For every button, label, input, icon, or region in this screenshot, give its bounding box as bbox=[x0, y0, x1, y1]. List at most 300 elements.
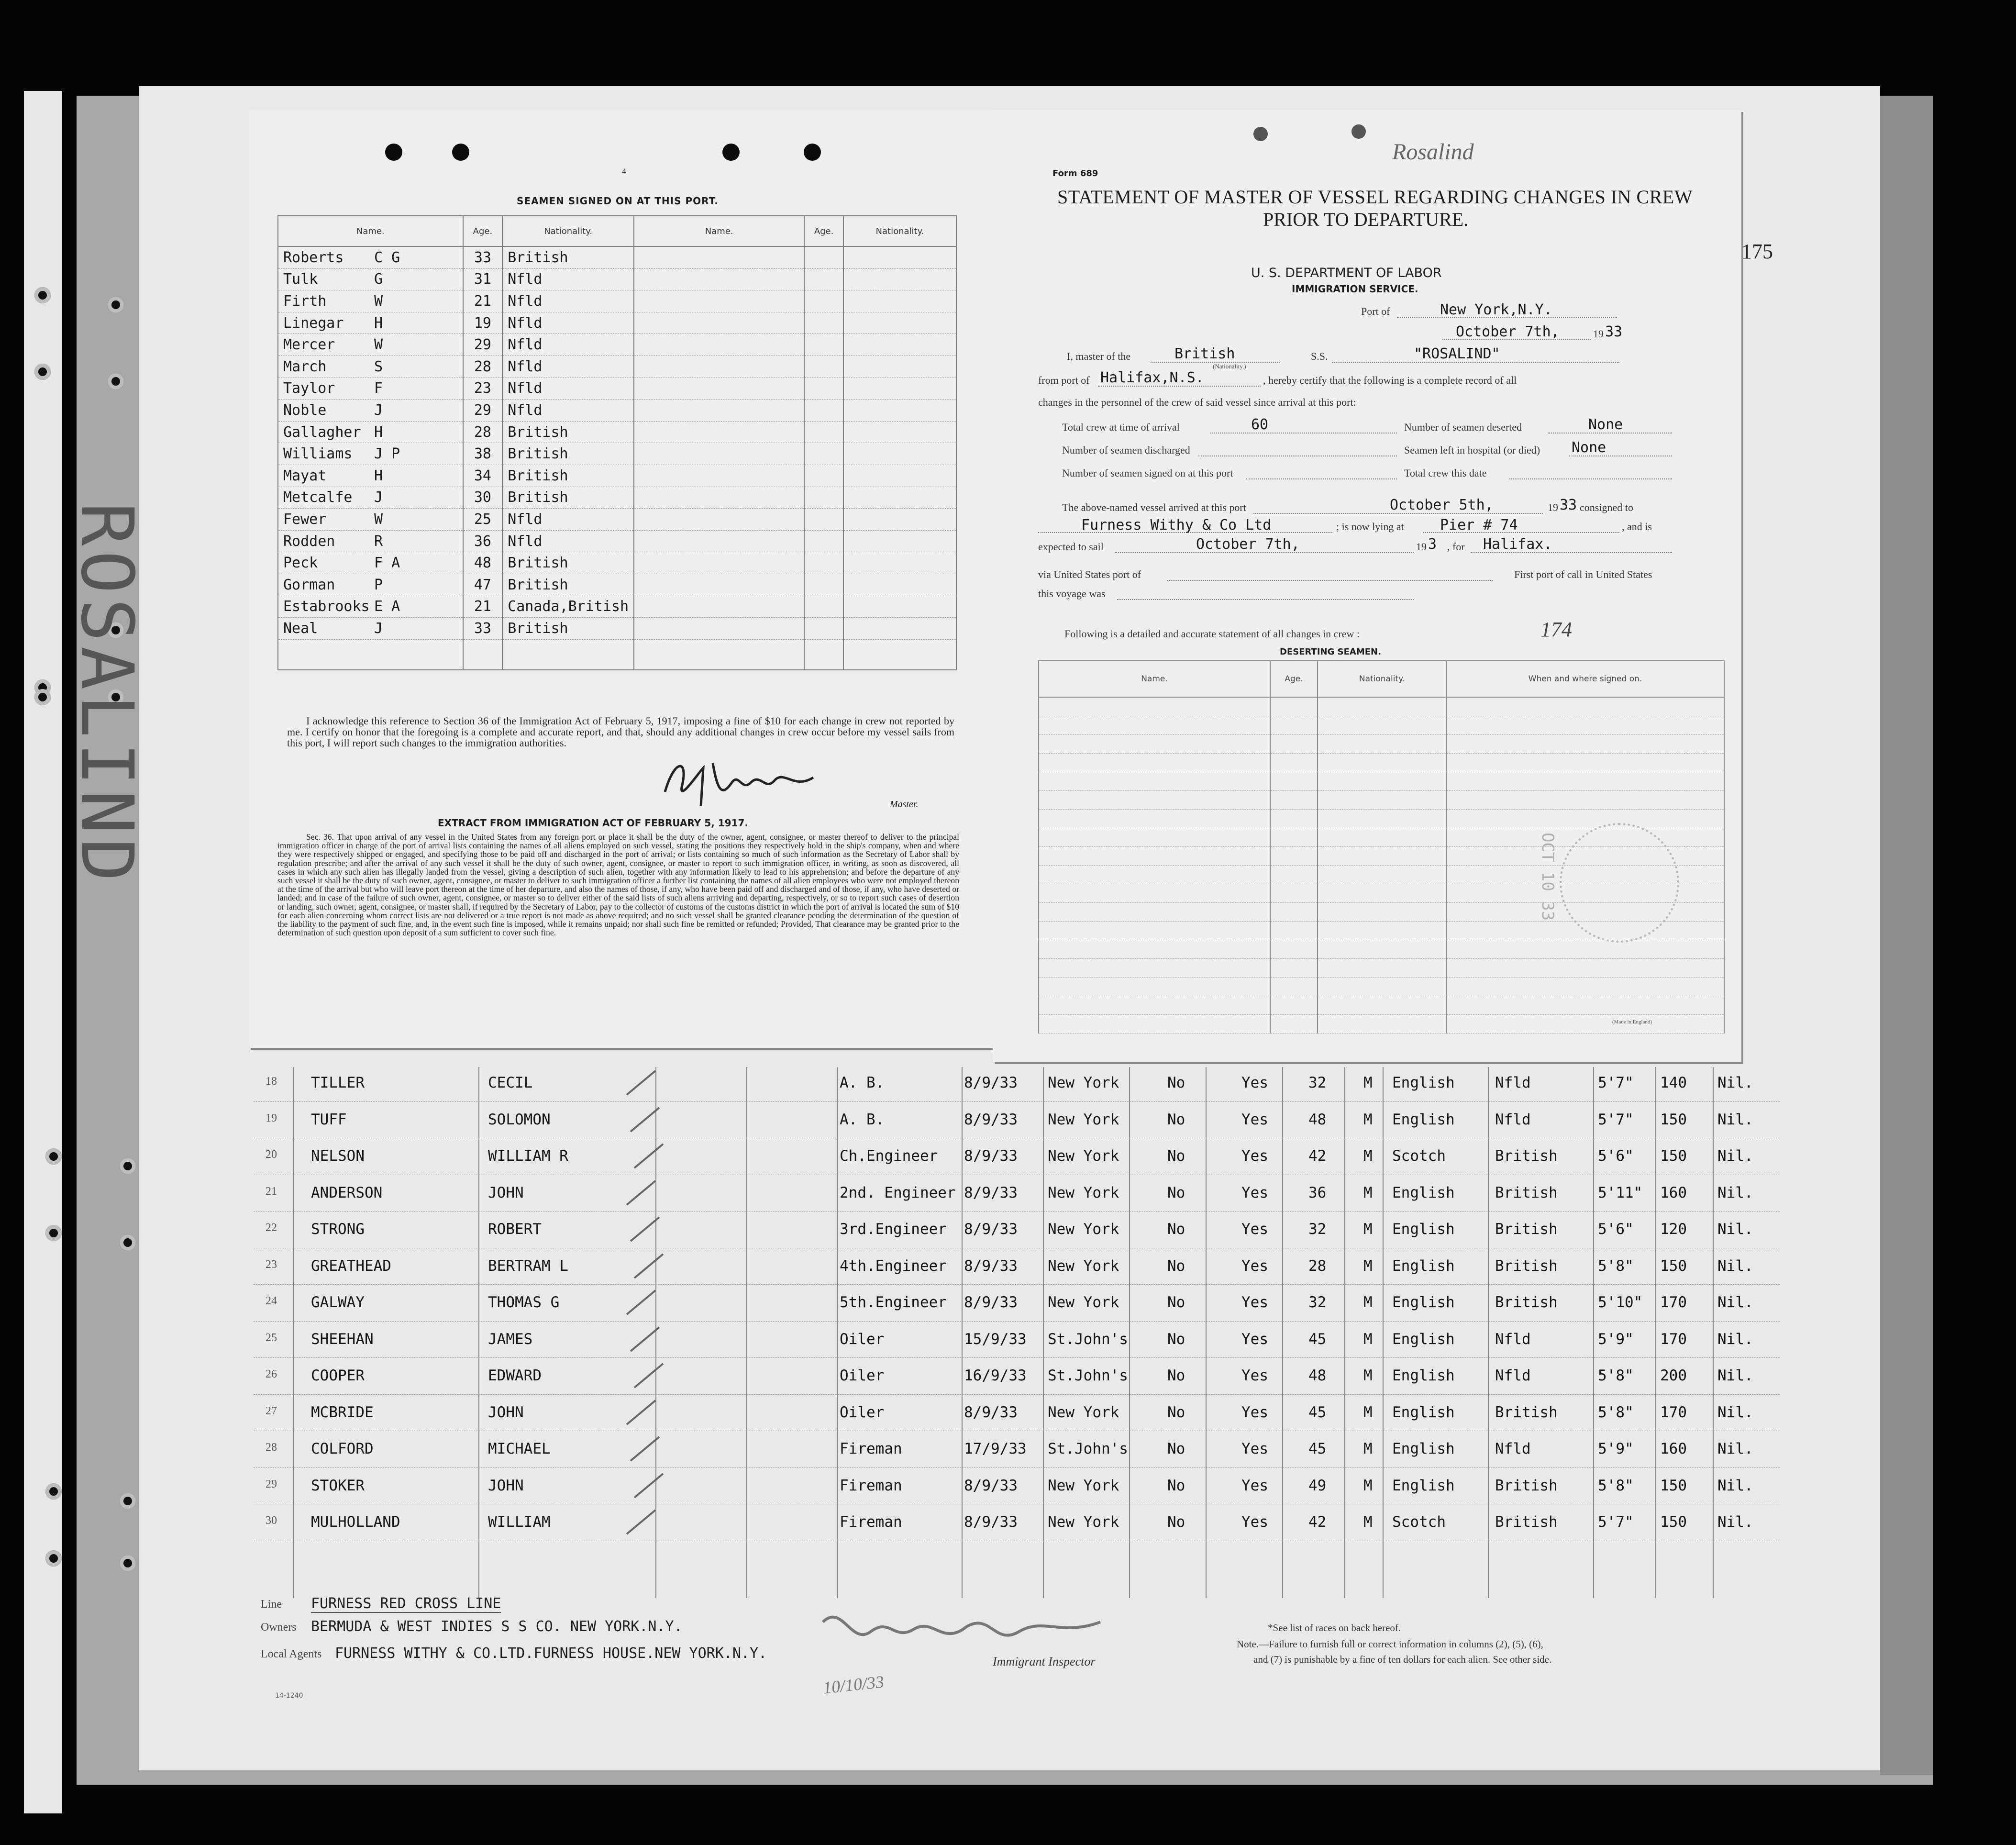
empty-cell bbox=[1039, 697, 1270, 716]
crew-number: 19 bbox=[266, 1111, 277, 1124]
empty-cell bbox=[843, 552, 956, 574]
col-age-2: Age. bbox=[804, 216, 843, 246]
crew-weight: 160 bbox=[1660, 1440, 1687, 1457]
empty-cell bbox=[1270, 735, 1318, 754]
crew-col-yes: Yes bbox=[1241, 1184, 1268, 1201]
crew-col-yes: Yes bbox=[1241, 1440, 1268, 1457]
crew-signed-place: New York bbox=[1048, 1184, 1119, 1201]
crew-age: 42 bbox=[1308, 1147, 1327, 1165]
empty-cell bbox=[804, 574, 843, 596]
empty-cell bbox=[843, 465, 956, 487]
check-mark-icon bbox=[628, 1325, 662, 1354]
crew-marks: Nil. bbox=[1717, 1111, 1753, 1128]
table-row bbox=[278, 574, 956, 596]
crew-nationality: British bbox=[1495, 1221, 1558, 1238]
line-label: Line bbox=[261, 1598, 282, 1611]
punch-hole bbox=[1253, 127, 1268, 141]
destination-value: Halifax. bbox=[1483, 536, 1552, 553]
crew-given-name: BERTRAM L bbox=[488, 1257, 568, 1275]
col-age: Age. bbox=[463, 216, 503, 246]
initials: H bbox=[374, 467, 383, 484]
surname: March bbox=[283, 358, 327, 375]
initials: H bbox=[374, 423, 383, 441]
seaman-age: 34 bbox=[463, 465, 503, 487]
seaman-age: 21 bbox=[463, 596, 503, 618]
empty-cell bbox=[1270, 996, 1318, 1015]
empty-cell bbox=[1446, 940, 1724, 959]
crew-col-no: No bbox=[1167, 1184, 1185, 1201]
seaman-nationality: Nfld bbox=[502, 290, 634, 312]
seaman-nationality: British bbox=[502, 465, 634, 487]
crew-signed-date: 8/9/33 bbox=[964, 1477, 1018, 1494]
crew-weight: 120 bbox=[1660, 1221, 1687, 1238]
empty-cell bbox=[634, 246, 804, 268]
seaman-nationality: British bbox=[502, 487, 634, 509]
punch-hole bbox=[452, 144, 469, 161]
seaman-name bbox=[278, 443, 463, 465]
seaman-name bbox=[278, 530, 463, 552]
crew-race: English bbox=[1392, 1221, 1455, 1238]
table-row bbox=[278, 552, 956, 574]
empty-cell bbox=[634, 596, 804, 618]
table-row bbox=[278, 639, 956, 670]
nationality-hint: (Nationality.) bbox=[1213, 363, 1246, 370]
table-row bbox=[1039, 735, 1724, 754]
seaman-name bbox=[278, 596, 463, 618]
surname: Rodden bbox=[283, 533, 335, 550]
col-name-2: Name. bbox=[634, 216, 804, 246]
surname: Mayat bbox=[283, 467, 327, 484]
crew-marks: Nil. bbox=[1717, 1513, 1753, 1531]
crew-age: 28 bbox=[1308, 1257, 1327, 1275]
table-row bbox=[0, 1504, 2016, 1540]
crew-sex: M bbox=[1363, 1257, 1373, 1275]
binder-hole bbox=[108, 297, 124, 313]
seaman-name bbox=[278, 487, 463, 509]
made-in-note: (Made in England) bbox=[1612, 1019, 1652, 1025]
crew-signed-date: 16/9/33 bbox=[964, 1367, 1027, 1384]
table-row bbox=[278, 268, 956, 290]
seaman-nationality: Nfld bbox=[502, 356, 634, 378]
empty-cell bbox=[634, 639, 804, 670]
empty-cell bbox=[1270, 828, 1318, 847]
crew-number: 27 bbox=[266, 1404, 277, 1417]
crew-signed-date: 8/9/33 bbox=[964, 1294, 1018, 1311]
crew-given-name: JOHN bbox=[488, 1184, 524, 1201]
extract-text: Sec. 36. That upon arrival of any vessel in the United States from any foreign port or place it shall be the duty of the owner, agent, consignee, or master thereof to deliver to the principal immigration officer in charge of the port of arrival lists containing the names of all aliens employed on such vessel, stating the positions they respectively hold in the ship's company, when and where they were respectively shipped or engaged, and specifying those to be paid off and discharged in the port of arrival; or lists containing so much of such information as the Secretary of Labor shall by regulation prescribe; and after the arrival of any such vessel it shall be the duty of such owner, agent, consignee, or master to report to such immigration officer, in writing, as soon as discovered, all cases in which any such alien has illegally landed from the vessel, giving a description of such alien, together with any information likely to lead to his apprehension; and before the departure of any such vessel it shall be the duty of such owner, agent, consignee, or master to deliver to such immigration officer a further list containing the names of all alien employees who were not employed thereon at the time of the arrival but who will leave port thereon at the time of her departure, and also the names of those, if any, who have been paid off and discharged and of those, if any, who have deserted or landed; and in case of the failure of such owner, agent, consignee, or master so to deliver either of the said lists of such aliens arriving and departing, respectively, or so to report such cases of desertion or landing, such owner, agent, consignee, or master shall, if required by the Secretary of Labor, pay to the collector of customs of the customs district in which the port of arrival is located the sum of $10 for each alien concerning whom correct lists are not delivered or a true report is not made as above required; and no such vessel shall be granted clearance pending the determination of the question of the liability to the payment of such fine, and, in the event such fine is imposed, while it remains unpaid; nor shall such fine be remitted or refunded; Provided, That clearance may be granted prior to the determination of such question upon deposit of a sum sufficient to cover such fine. bbox=[277, 832, 959, 938]
crew-weight: 170 bbox=[1660, 1403, 1687, 1421]
crew-signed-date: 8/9/33 bbox=[964, 1147, 1018, 1165]
initials: S bbox=[374, 358, 383, 375]
crew-race: English bbox=[1392, 1074, 1455, 1091]
empty-cell bbox=[1270, 1015, 1318, 1034]
first-port-label: First port of call in United States bbox=[1514, 568, 1652, 580]
crew-nationality: British bbox=[1495, 1403, 1558, 1421]
initials: F A bbox=[374, 555, 400, 572]
form-title-line-2: PRIOR TO DEPARTURE. bbox=[1263, 209, 1469, 230]
empty-cell bbox=[1446, 996, 1724, 1015]
empty-cell bbox=[804, 334, 843, 356]
check-mark-icon bbox=[624, 1288, 658, 1317]
crew-number: 22 bbox=[266, 1222, 277, 1234]
check-mark-icon bbox=[624, 1068, 658, 1097]
expected-label: expected to sail bbox=[1038, 541, 1104, 553]
crew-rating: Fireman bbox=[840, 1477, 902, 1494]
inspector-label: Immigrant Inspector bbox=[993, 1655, 1096, 1668]
crew-signed-place: New York bbox=[1048, 1294, 1119, 1311]
crew-col-yes: Yes bbox=[1241, 1147, 1268, 1165]
crew-surname: SHEEHAN bbox=[311, 1330, 374, 1348]
seaman-age: 38 bbox=[463, 443, 503, 465]
empty-cell bbox=[804, 443, 843, 465]
empty-cell bbox=[804, 268, 843, 290]
ss-label: S.S. bbox=[1311, 350, 1328, 362]
owners-label: Owners bbox=[261, 1621, 297, 1634]
table-row bbox=[0, 1394, 2016, 1431]
empty-cell bbox=[634, 552, 804, 574]
certify-text: , hereby certify that the following is a complete record of all bbox=[1263, 374, 1517, 386]
crew-col-no: No bbox=[1167, 1111, 1185, 1128]
empty-cell bbox=[1039, 922, 1270, 940]
empty-cell bbox=[1039, 1015, 1270, 1034]
empty-cell bbox=[1446, 959, 1724, 978]
crew-age: 32 bbox=[1308, 1294, 1327, 1311]
crew-col-no: No bbox=[1167, 1221, 1185, 1238]
empty-cell bbox=[804, 509, 843, 531]
initials: H bbox=[374, 314, 383, 332]
crew-rating: 5th.Engineer bbox=[840, 1294, 947, 1311]
empty-cell bbox=[634, 530, 804, 552]
seaman-name bbox=[278, 378, 463, 400]
surname: Roberts bbox=[283, 249, 344, 266]
year-value: 33 bbox=[1605, 323, 1623, 340]
crew-number: 23 bbox=[266, 1258, 277, 1271]
empty-cell bbox=[1039, 772, 1270, 791]
crew-given-name: WILLIAM R bbox=[488, 1147, 568, 1165]
table-row bbox=[278, 246, 956, 268]
initials: W bbox=[374, 336, 383, 354]
inspector-signature bbox=[813, 1603, 1110, 1656]
crew-number: 21 bbox=[266, 1185, 277, 1198]
crew-col-yes: Yes bbox=[1241, 1294, 1268, 1311]
empty-cell bbox=[1039, 884, 1270, 903]
seaman-name bbox=[278, 334, 463, 356]
empty-cell bbox=[1039, 735, 1270, 754]
col-nationality-2: Nationality. bbox=[843, 216, 956, 246]
vessel-name: "ROSALIND" bbox=[1414, 345, 1500, 362]
empty-cell bbox=[634, 465, 804, 487]
empty-cell bbox=[1270, 922, 1318, 940]
crew-age: 45 bbox=[1308, 1440, 1327, 1457]
crew-marks: Nil. bbox=[1717, 1147, 1753, 1165]
empty-cell bbox=[804, 465, 843, 487]
nationality-value: British bbox=[1174, 345, 1235, 362]
crew-col-yes: Yes bbox=[1241, 1513, 1268, 1531]
crew-race: English bbox=[1392, 1440, 1455, 1457]
table-row bbox=[278, 596, 956, 618]
table-row bbox=[1039, 940, 1724, 959]
surname: Linegar bbox=[283, 314, 344, 332]
crew-col-no: No bbox=[1167, 1440, 1185, 1457]
arrived-date: October 5th, bbox=[1390, 497, 1494, 513]
crew-sex: M bbox=[1363, 1330, 1373, 1348]
crew-nationality: British bbox=[1495, 1147, 1558, 1165]
seaman-name bbox=[278, 246, 463, 268]
agents-value: FURNESS WITHY & CO.LTD.FURNESS HOUSE.NEW YORK.N.Y. bbox=[335, 1645, 767, 1662]
empty-cell bbox=[1270, 959, 1318, 978]
master-label: Master. bbox=[890, 799, 919, 810]
crew-sex: M bbox=[1363, 1184, 1373, 1201]
crew-weight: 170 bbox=[1660, 1330, 1687, 1348]
arrived-year-prefix: 19 bbox=[1548, 501, 1558, 513]
surname: Firth bbox=[283, 292, 327, 310]
empty-cell bbox=[804, 552, 843, 574]
crew-signed-date: 8/9/33 bbox=[964, 1074, 1018, 1091]
crew-signed-place: St.John's bbox=[1048, 1440, 1128, 1457]
empty-cell bbox=[804, 487, 843, 509]
extract-title: EXTRACT FROM IMMIGRATION ACT OF FEBRUARY 5, 1917. bbox=[438, 817, 748, 829]
acknowledgement-text: I acknowledge this reference to Section 36 of the Immigration Act of February 5, 1917, imposing a fine of $10 for each change in crew not reported by me. I certify on honor that the foregoing is a complete and accurate report, and that, should any additional changes in crew occur before my vessel sails from this port, I will report such changes to the immigration authorities. bbox=[287, 715, 954, 749]
crew-marks: Nil. bbox=[1717, 1477, 1753, 1494]
seaman-nationality: British bbox=[502, 574, 634, 596]
right-pamphlet-page bbox=[993, 110, 1741, 1062]
empty-cell bbox=[1270, 810, 1318, 828]
empty-cell bbox=[1039, 847, 1270, 866]
crew-weight: 150 bbox=[1660, 1513, 1687, 1531]
consignee-value: Furness Withy & Co Ltd bbox=[1081, 517, 1272, 533]
crew-age: 48 bbox=[1308, 1367, 1327, 1384]
crew-number: 26 bbox=[266, 1368, 277, 1380]
empty-cell bbox=[804, 246, 843, 268]
crew-signed-place: St.John's bbox=[1048, 1367, 1128, 1384]
empty-cell bbox=[1039, 959, 1270, 978]
empty-cell bbox=[1318, 735, 1446, 754]
crew-marks: Nil. bbox=[1717, 1074, 1753, 1091]
consigned-label: consigned to bbox=[1580, 501, 1633, 513]
empty-cell bbox=[634, 509, 804, 531]
initials: R bbox=[374, 533, 383, 550]
crew-height: 5'10" bbox=[1598, 1294, 1643, 1311]
empty-cell bbox=[843, 443, 956, 465]
following-label: Following is a detailed and accurate statement of all changes in crew : bbox=[1064, 628, 1360, 640]
crew-col-yes: Yes bbox=[1241, 1477, 1268, 1494]
empty-cell bbox=[1446, 791, 1724, 810]
crew-weight: 150 bbox=[1660, 1477, 1687, 1494]
crew-surname: GREATHEAD bbox=[311, 1257, 391, 1275]
agents-label: Local Agents bbox=[261, 1648, 322, 1660]
from-port-value: Halifax,N.S. bbox=[1100, 369, 1204, 386]
crew-surname: TUFF bbox=[311, 1111, 347, 1128]
table-row bbox=[0, 1467, 2016, 1504]
crew-weight: 200 bbox=[1660, 1367, 1687, 1384]
crew-col-yes: Yes bbox=[1241, 1403, 1268, 1421]
crew-marks: Nil. bbox=[1717, 1184, 1753, 1201]
crew-signed-date: 17/9/33 bbox=[964, 1440, 1027, 1457]
initials: J bbox=[374, 489, 383, 506]
crew-sex: M bbox=[1363, 1147, 1373, 1165]
crew-surname: STRONG bbox=[311, 1221, 365, 1238]
crew-signed-date: 15/9/33 bbox=[964, 1330, 1027, 1348]
empty-cell bbox=[1039, 810, 1270, 828]
seaman-name bbox=[278, 465, 463, 487]
signed-on-dots bbox=[1246, 478, 1397, 479]
certify-text-2: changes in the personnel of the crew of said vessel since arrival at this port: bbox=[1038, 396, 1356, 408]
empty-cell bbox=[1318, 978, 1446, 996]
crew-given-name: SOLOMON bbox=[488, 1111, 551, 1128]
surname: Estabrooks bbox=[283, 598, 370, 615]
crew-age: 42 bbox=[1308, 1513, 1327, 1531]
crew-height: 5'7" bbox=[1598, 1074, 1634, 1091]
seaman-name bbox=[278, 574, 463, 596]
crew-rating: Ch.Engineer bbox=[840, 1147, 938, 1165]
crew-race: English bbox=[1392, 1367, 1455, 1384]
empty-cell bbox=[843, 312, 956, 334]
crew-rating: Oiler bbox=[840, 1403, 885, 1421]
seaman-age bbox=[463, 639, 503, 670]
empty-cell bbox=[804, 400, 843, 422]
surname: Taylor bbox=[283, 380, 335, 397]
empty-cell bbox=[1446, 754, 1724, 772]
crew-marks: Nil. bbox=[1717, 1294, 1753, 1311]
table-row bbox=[278, 421, 956, 443]
crew-nationality: British bbox=[1495, 1294, 1558, 1311]
crew-age: 36 bbox=[1308, 1184, 1327, 1201]
empty-cell bbox=[1270, 978, 1318, 996]
page-mark: 175 bbox=[1741, 240, 1773, 263]
seaman-nationality: British bbox=[502, 552, 634, 574]
empty-cell bbox=[1318, 772, 1446, 791]
crew-sex: M bbox=[1363, 1294, 1373, 1311]
seaman-name bbox=[278, 356, 463, 378]
empty-cell bbox=[1446, 978, 1724, 996]
crew-given-name: WILLIAM bbox=[488, 1513, 551, 1531]
crew-signed-place: New York bbox=[1048, 1477, 1119, 1494]
crew-marks: Nil. bbox=[1717, 1367, 1753, 1384]
crew-race: English bbox=[1392, 1330, 1455, 1348]
seaman-name bbox=[278, 639, 463, 670]
empty-cell bbox=[843, 509, 956, 531]
seaman-nationality: British bbox=[502, 618, 634, 640]
crew-age: 32 bbox=[1308, 1074, 1327, 1091]
seaman-nationality: Canada,British bbox=[502, 596, 634, 618]
crew-sex: M bbox=[1363, 1221, 1373, 1238]
crew-age: 45 bbox=[1308, 1330, 1327, 1348]
crew-signed-place: New York bbox=[1048, 1403, 1119, 1421]
seaman-age: 48 bbox=[463, 552, 503, 574]
crew-rating: 2nd. Engineer bbox=[840, 1184, 956, 1201]
crew-race: English bbox=[1392, 1294, 1455, 1311]
crew-surname: STOKER bbox=[311, 1477, 365, 1494]
empty-cell bbox=[1270, 791, 1318, 810]
empty-cell bbox=[843, 400, 956, 422]
initials: F bbox=[374, 380, 383, 397]
sail-year: 3 bbox=[1428, 536, 1437, 553]
surname: Noble bbox=[283, 401, 327, 419]
crew-nationality: Nfld bbox=[1495, 1440, 1531, 1457]
crew-rating: Oiler bbox=[840, 1367, 885, 1384]
table-row bbox=[1039, 959, 1724, 978]
crew-sex: M bbox=[1363, 1367, 1373, 1384]
binder-hole bbox=[34, 689, 51, 705]
empty-cell bbox=[1270, 866, 1318, 884]
empty-cell bbox=[634, 356, 804, 378]
crew-number: 25 bbox=[266, 1331, 277, 1344]
crew-height: 5'8" bbox=[1598, 1403, 1634, 1421]
empty-cell bbox=[804, 421, 843, 443]
seaman-nationality: Nfld bbox=[502, 268, 634, 290]
and-is-label: , and is bbox=[1622, 521, 1652, 533]
department-name: U. S. DEPARTMENT OF LABOR bbox=[1251, 266, 1442, 280]
line-value: FURNESS RED CROSS LINE bbox=[311, 1595, 501, 1612]
empty-cell bbox=[1039, 978, 1270, 996]
empty-cell bbox=[1270, 772, 1318, 791]
punch-hole bbox=[1351, 124, 1366, 139]
deserted-label: Number of seamen deserted bbox=[1404, 421, 1522, 433]
crew-signed-date: 8/9/33 bbox=[964, 1221, 1018, 1238]
table-row bbox=[278, 378, 956, 400]
handwritten-vessel-note: Rosalind bbox=[1392, 139, 1474, 165]
empty-cell bbox=[634, 378, 804, 400]
empty-cell bbox=[634, 574, 804, 596]
empty-cell bbox=[804, 378, 843, 400]
crew-nationality: British bbox=[1495, 1184, 1558, 1201]
crew-nationality: Nfld bbox=[1495, 1074, 1531, 1091]
crew-height: 5'8" bbox=[1598, 1477, 1634, 1494]
crew-signed-date: 8/9/33 bbox=[964, 1403, 1018, 1421]
empty-cell bbox=[1446, 735, 1724, 754]
col-nationality: Nationality. bbox=[1318, 661, 1446, 697]
seamen-signed-on-table bbox=[277, 215, 957, 670]
empty-cell bbox=[1318, 959, 1446, 978]
crew-signed-place: New York bbox=[1048, 1221, 1119, 1238]
crew-given-name: ROBERT bbox=[488, 1221, 542, 1238]
crew-col-no: No bbox=[1167, 1147, 1185, 1165]
empty-cell bbox=[804, 596, 843, 618]
crew-nationality: Nfld bbox=[1495, 1367, 1531, 1384]
crew-rating: 4th.Engineer bbox=[840, 1257, 947, 1275]
seaman-name bbox=[278, 509, 463, 531]
table-row bbox=[1039, 978, 1724, 996]
crew-sex: M bbox=[1363, 1477, 1373, 1494]
crew-col-yes: Yes bbox=[1241, 1367, 1268, 1384]
empty-cell bbox=[804, 618, 843, 640]
seaman-nationality: British bbox=[502, 421, 634, 443]
crew-surname: MULHOLLAND bbox=[311, 1513, 400, 1531]
punch-hole bbox=[385, 144, 402, 161]
seaman-age: 28 bbox=[463, 356, 503, 378]
crew-col-no: No bbox=[1167, 1294, 1185, 1311]
empty-cell bbox=[1039, 903, 1270, 922]
empty-cell bbox=[634, 400, 804, 422]
empty-cell bbox=[804, 312, 843, 334]
empty-cell bbox=[1446, 697, 1724, 716]
surname: Gorman bbox=[283, 576, 335, 593]
crew-height: 5'8" bbox=[1598, 1367, 1634, 1384]
crew-height: 5'9" bbox=[1598, 1330, 1634, 1348]
empty-cell bbox=[843, 290, 956, 312]
crew-surname: GALWAY bbox=[311, 1294, 365, 1311]
crew-weight: 160 bbox=[1660, 1184, 1687, 1201]
empty-cell bbox=[634, 268, 804, 290]
empty-cell bbox=[843, 378, 956, 400]
sail-date: October 7th, bbox=[1196, 536, 1300, 553]
crew-col-no: No bbox=[1167, 1330, 1185, 1348]
table-row bbox=[278, 487, 956, 509]
crew-nationality: British bbox=[1495, 1477, 1558, 1494]
surname: Tulk bbox=[283, 271, 318, 288]
table-row bbox=[278, 290, 956, 312]
seaman-age: 19 bbox=[463, 312, 503, 334]
